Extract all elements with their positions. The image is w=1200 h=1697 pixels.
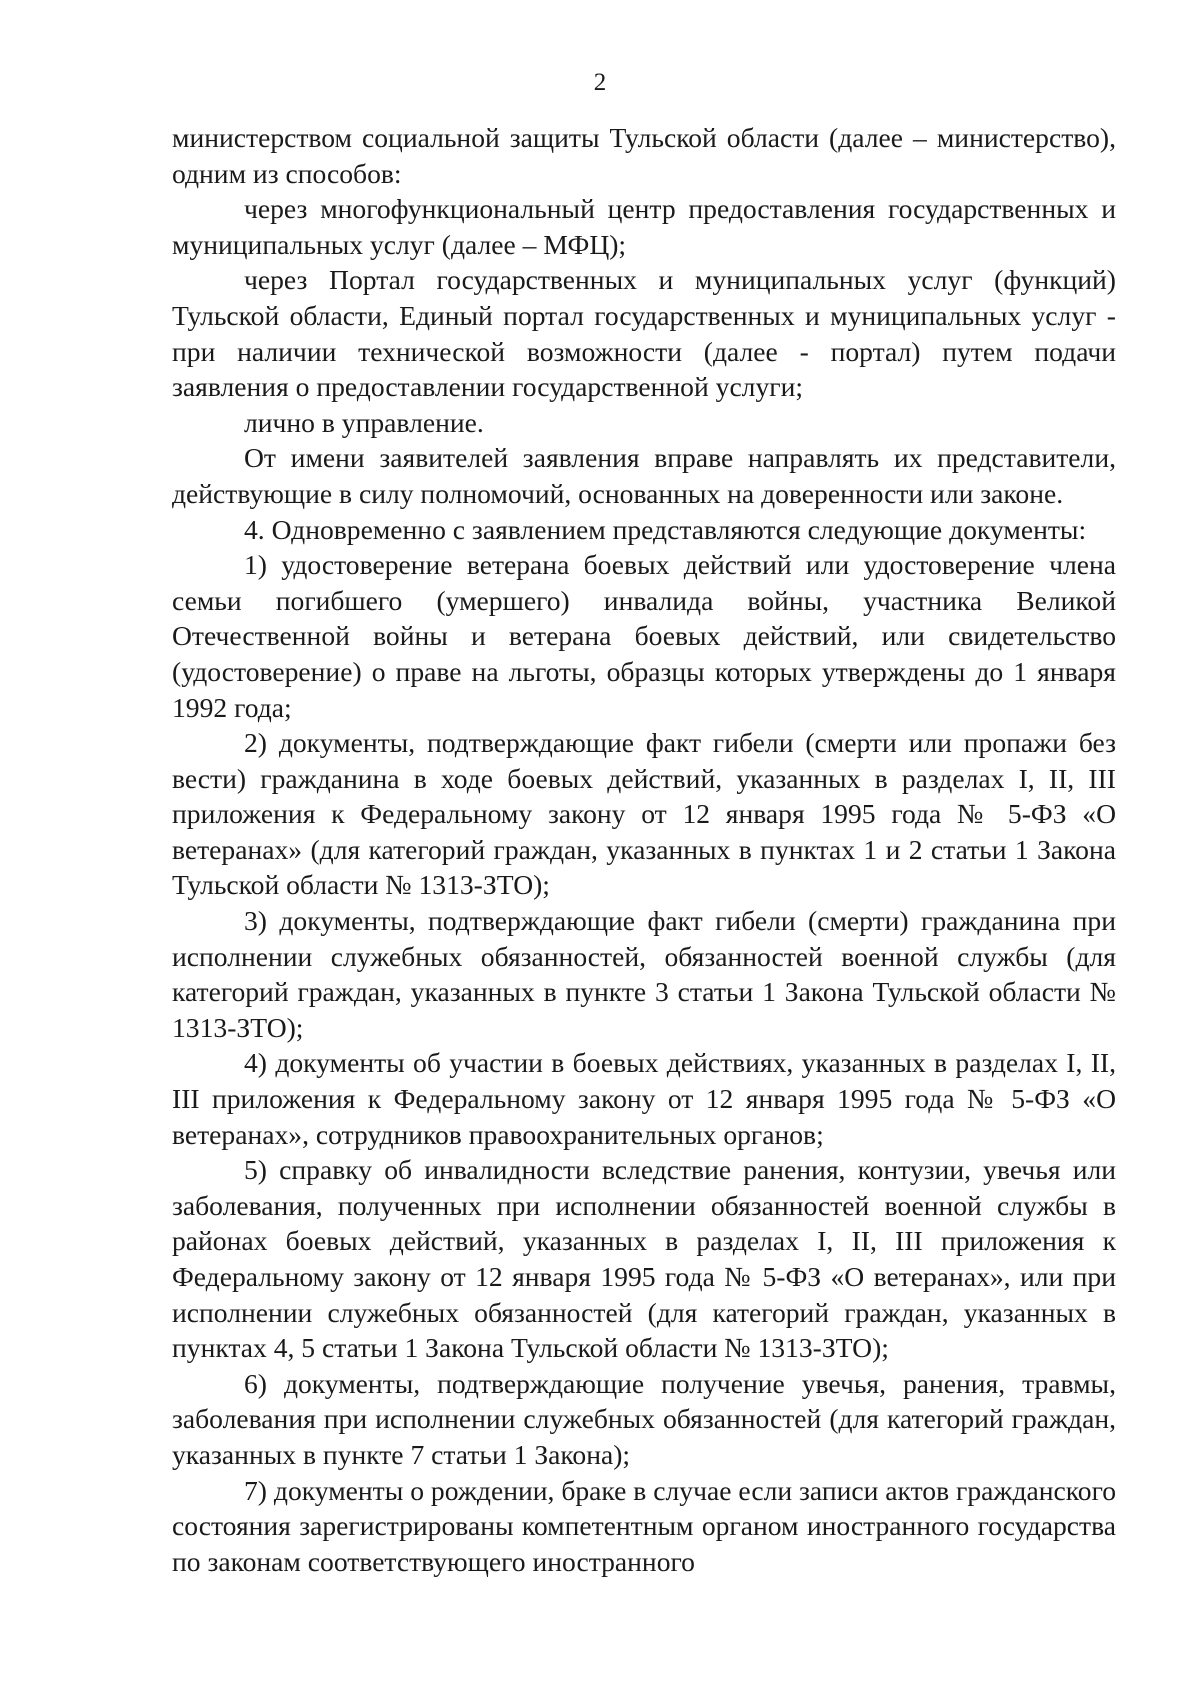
list-item-2: 2) документы, подтверждающие факт гибели (смерти или пропажи без вести) гражданина в ходе боевых действий, указанных в разделах I, II, III приложения к Федеральному закону от 12 января 1995 года № 5-ФЗ «О ветеранах» (для категорий граждан, указанных в пунктах 1 и 2 статьи 1 Закона Тульской области № 1313-ЗТО); [172,727,1116,901]
paragraph-in-person: лично в управление. [244,406,484,438]
paragraph-mfc: через многофункциональный центр предоставления государственных и муниципальных услуг (далее – МФЦ); [172,193,1116,260]
paragraph-portal: через Портал государственных и муниципальных услуг (функций) Тульской области, Единый портал государственных и муниципальных услуг - при наличии технической возможности (далее - портал) путем подачи заявления о предоставлении государственной услуги; [172,264,1116,403]
list-item-7: 7) документы о рождении, браке в случае если записи актов гражданского состояния зарегистрированы компетентным органом иностранного государства по законам соответствующего иностранного [172,1474,1116,1577]
page-number: 2 [593,69,607,96]
paragraph-representatives: От имени заявителей заявления вправе направлять их представители, действующие в силу полномочий, основанных на доверенности или законе. [172,442,1116,509]
list-item-3: 3) документы, подтверждающие факт гибели (смерти) гражданина при исполнении служебных обязанностей, обязанностей военной службы (для категорий граждан, указанных в пункте 3 статьи 1 Закона Тульской области № 1313-ЗТО); [172,905,1116,1043]
list-item-1: 1) удостоверение ветерана боевых действий или удостоверение члена семьи погибшего (умершего) инвалида войны, участника Великой Отечественной войны и ветерана боевых действий, или свидетельство (удостоверение) о праве на льготы, образцы которых утверждены до 1 января 1992 года; [172,549,1116,723]
document-body [172,120,1116,1579]
paragraph-continuation: министерством социальной защиты Тульской области (далее – министерство), одним из способов: [172,122,1116,189]
list-item-4: 4) документы об участии в боевых действиях, указанных в разделах I, II, III приложения к Федеральному закону от 12 января 1995 года № 5-ФЗ «О ветеранах», сотрудников правоохранительных органов; [172,1047,1116,1150]
list-item-5: 5) справку об инвалидности вследствие ранения, контузии, увечья или заболевания, полученных при исполнении обязанностей военной службы в районах боевых действий, указанных в разделах I, II, III приложения к Федеральному закону от 12 января 1995 года № 5-ФЗ «О ветеранах», или при исполнении служебных обязанностей (для категорий граждан, указанных в пунктах 4, 5 статьи 1 Закона Тульской области № 1313-ЗТО); [172,1154,1116,1364]
list-item-6: 6) документы, подтверждающие получение увечья, ранения, травмы, заболевания при исполнении служебных обязанностей (для категорий граждан, указанных в пункте 7 статьи 1 Закона); [172,1367,1116,1470]
paragraph-item-4: 4. Одновременно с заявлением представляются следующие документы: [244,513,1087,545]
